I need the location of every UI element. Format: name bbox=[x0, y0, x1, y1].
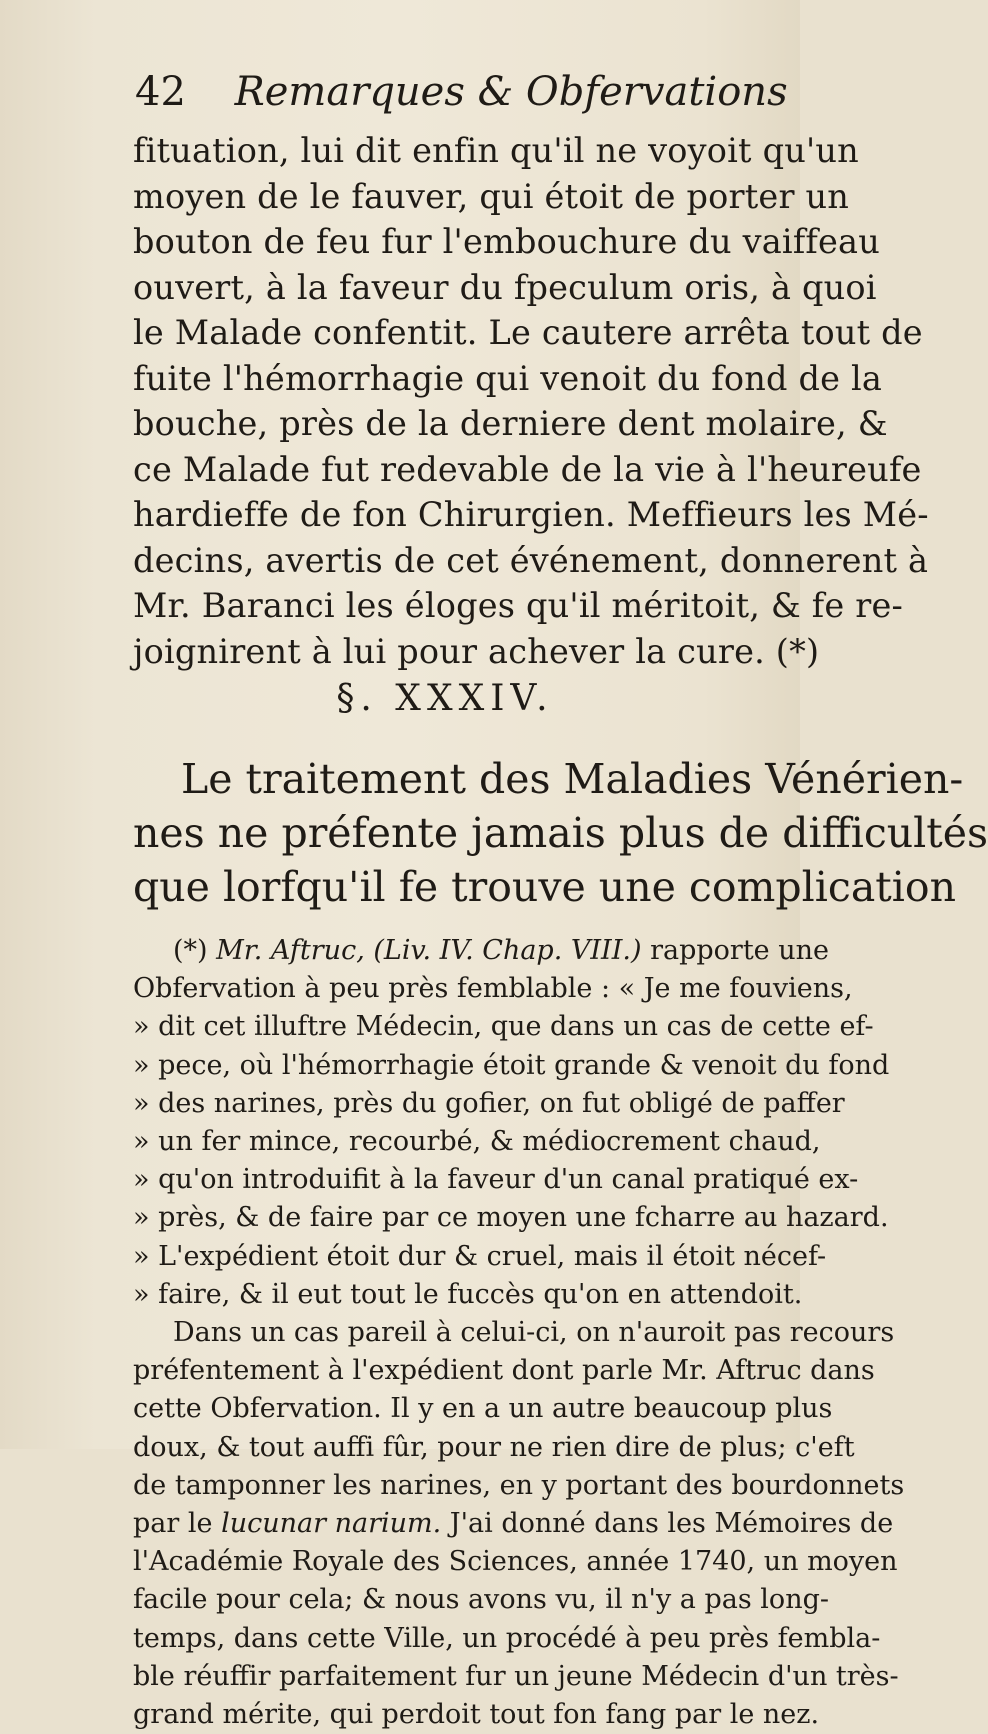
lead-line: Le traitement des Maladies Vénérien- bbox=[181, 755, 964, 803]
footnote-line: » un fer mince, recourbé, & médiocrement chaud, bbox=[133, 1126, 821, 1158]
footnote-line: » près, & de faire par ce moyen une fcharre au hazard. bbox=[133, 1202, 889, 1234]
section-lead-paragraph bbox=[133, 752, 988, 914]
running-title: Remarques & Obfervations bbox=[234, 69, 788, 115]
text-line: moyen de le fauver, qui étoit de porter un bbox=[133, 176, 850, 216]
footnote-line: » des narines, près du gofier, on fut obligé de paffer bbox=[133, 1087, 845, 1119]
footnote-line: cette Obfervation. Il y en a un autre beaucoup plus bbox=[133, 1393, 833, 1425]
footnote-line: Dans un cas pareil à celui-ci, on n'auroit pas recours bbox=[173, 1317, 895, 1349]
text-line: ouvert, à la faveur du fpeculum oris, à quoi bbox=[133, 267, 877, 307]
text-line: fuite l'hémorrhagie qui venoit du fond de la bbox=[133, 358, 883, 398]
footnote-marker: (*) bbox=[173, 935, 217, 966]
text-line: bouche, près de la derniere dent molaire, & bbox=[133, 404, 888, 443]
lead-line: que lorfqu'il fe trouve une complication bbox=[133, 863, 956, 911]
footnote-line: » L'expédient étoit dur & cruel, mais il étoit nécef- bbox=[133, 1240, 827, 1272]
footnote bbox=[133, 932, 905, 1734]
footnote-line: facile pour cela; & nous avons vu, il n'y a pas long- bbox=[133, 1584, 829, 1616]
text-line: hardieffe de fon Chirurgien. Meffieurs les Mé- bbox=[133, 495, 929, 534]
footnote-text: par le bbox=[133, 1508, 222, 1540]
main-paragraph bbox=[133, 128, 929, 674]
footnote-line: » qu'on introduifit à la faveur d'un canal pratiqué ex- bbox=[133, 1164, 859, 1196]
footnote-line: l'Académie Royale des Sciences, année 1740, un moyen bbox=[133, 1546, 898, 1578]
text-line: fituation, lui dit enfin qu'il ne voyoit qu'un bbox=[133, 131, 859, 170]
footnote-line: » pece, où l'hémorrhagie étoit grande & venoit du fond bbox=[133, 1049, 890, 1081]
footnote-line bbox=[133, 932, 829, 970]
page-header bbox=[135, 68, 788, 116]
footnote-text: rapporte une bbox=[641, 935, 829, 966]
footnote-line: » faire, & il eut tout le fuccès qu'on en attendoit. bbox=[133, 1278, 803, 1310]
section-heading: §. XXXIV. bbox=[336, 678, 554, 719]
footnote-text: J'ai donné dans les Mémoires de bbox=[441, 1508, 894, 1540]
footnote-line: » dit cet illuftre Médecin, que dans un cas de cette ef- bbox=[133, 1011, 874, 1043]
page-number: 42 bbox=[135, 69, 186, 115]
lead-line: nes ne préfente jamais plus de difficultés bbox=[133, 809, 988, 857]
text-line: decins, avertis de cet événement, donnerent à bbox=[133, 540, 929, 580]
footnote-line: doux, & tout auffi fûr, pour ne rien dire de plus; c'eft bbox=[133, 1431, 855, 1463]
citation: Mr. Aftruc, (Liv. IV. Chap. VIII.) bbox=[216, 935, 642, 966]
text-line: joignirent à lui pour achever la cure. (*) bbox=[133, 631, 820, 671]
text-line: ce Malade fut redevable de la vie à l'heureufe bbox=[133, 449, 922, 489]
text-line: Mr. Baranci les éloges qu'il méritoit, & fe re- bbox=[133, 586, 904, 625]
footnote-line: grand mérite, qui perdoit tout fon fang par le nez. bbox=[133, 1699, 820, 1731]
footnote-line: ble réuffir parfaitement fur un jeune Médecin d'un très- bbox=[133, 1660, 899, 1692]
text-line: bouton de feu fur l'embouchure du vaiffeau bbox=[133, 222, 881, 261]
latin-term: lucunar narium. bbox=[221, 1508, 442, 1540]
footnote-line: de tamponner les narines, en y portant des bourdonnets bbox=[133, 1469, 905, 1501]
footnote-line bbox=[133, 1505, 894, 1543]
footnote-line: Obfervation à peu près femblable : « Je me fouviens, bbox=[133, 973, 853, 1005]
footnote-line: temps, dans cette Ville, un procédé à peu près fembla- bbox=[133, 1622, 881, 1654]
footnote-line: préfentement à l'expédient dont parle Mr. Aftruc dans bbox=[133, 1355, 875, 1387]
text-line: le Malade confentit. Le cautere arrêta tout de bbox=[133, 313, 923, 352]
